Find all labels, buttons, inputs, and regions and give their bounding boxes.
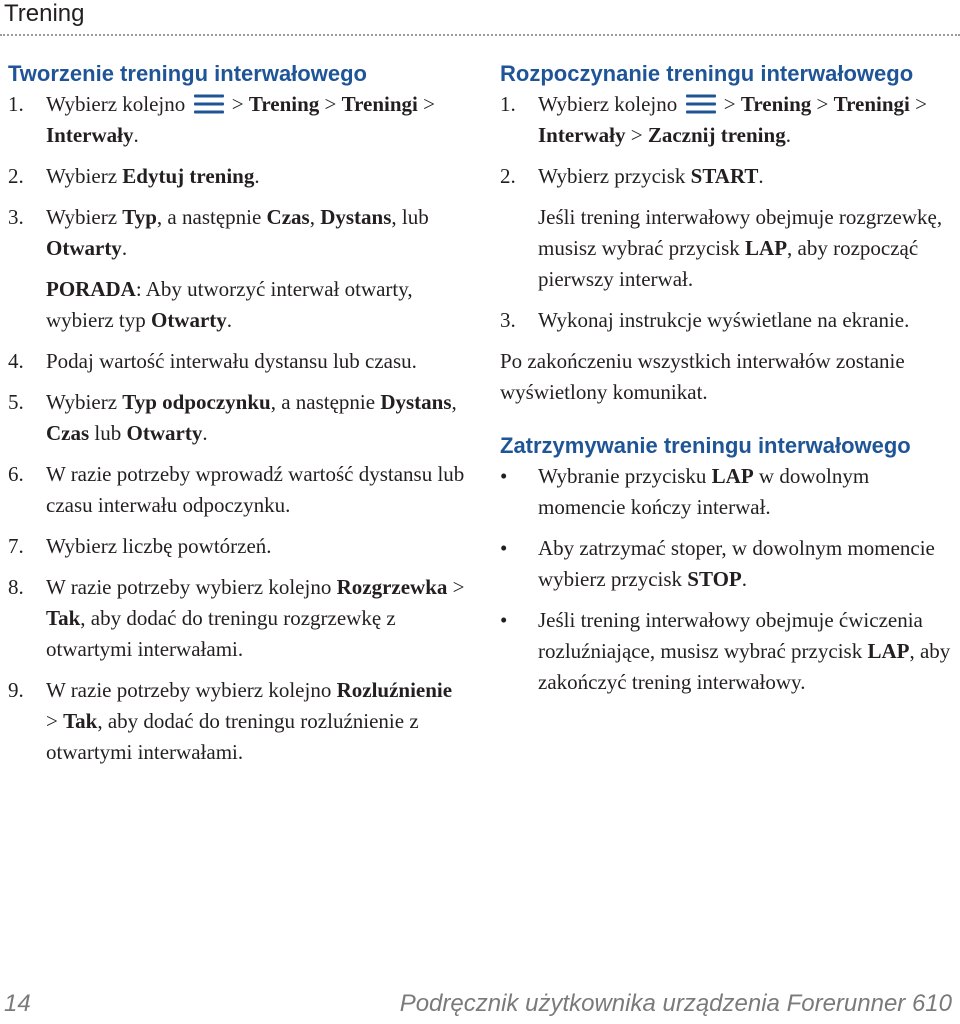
step-item: [8, 531, 468, 562]
emphasized-term: Otwarty: [150, 308, 227, 332]
completion-paragraph: Po zakończeniu wszystkich interwałów zostanie wyświetlony komunikat.: [500, 349, 905, 404]
text-run: , a następnie: [270, 390, 381, 414]
section-heading-start-interval: Rozpoczynanie treningu interwałowego: [500, 61, 914, 86]
text-run: .: [121, 236, 128, 260]
text-run: , aby rozpocząć pierwszy interwał.: [538, 236, 919, 291]
stop-interval-bullets: [500, 461, 955, 698]
list-item-number: 3.: [8, 205, 24, 229]
text-run: Wybierz przycisk: [538, 164, 691, 188]
emphasized-term: Interwały: [538, 123, 626, 147]
bullet-item: [500, 605, 955, 698]
text-run: W razie potrzeby wprowadź wartość dystansu lub czasu interwału odpoczynku.: [46, 462, 465, 517]
text-run: W razie potrzeby wybierz kolejno: [46, 678, 337, 702]
list-item-number: •: [500, 536, 508, 560]
emphasized-term: STOP: [687, 567, 742, 591]
emphasized-term: Trening: [248, 92, 320, 116]
text-run: ,: [451, 390, 457, 414]
text-run: .: [741, 567, 747, 591]
emphasized-term: Otwarty: [126, 421, 203, 445]
create-interval-steps: [8, 89, 468, 768]
manual-title: Podręcznik użytkownika urządzenia Forerunner 610: [399, 990, 952, 1017]
text-run: >: [718, 92, 741, 116]
page-number: 14: [4, 990, 31, 1017]
emphasized-term: Dystans: [380, 390, 452, 414]
header-divider: [0, 34, 960, 36]
emphasized-term: Treningi: [341, 92, 418, 116]
text-run: ,: [309, 205, 321, 229]
emphasized-term: Rozgrzewka: [336, 575, 448, 599]
emphasized-term: Zacznij trening: [647, 123, 786, 147]
menu-icon: [685, 93, 717, 115]
step-item: [8, 89, 468, 151]
text-run: Jeśli trening interwałowy obejmuje rozgrzewkę, musisz wybrać przycisk: [538, 205, 943, 260]
emphasized-term: Interwały: [46, 123, 134, 147]
text-run: lub: [89, 421, 127, 445]
step-item: [8, 202, 468, 264]
text-run: Wybierz kolejno: [46, 92, 191, 116]
emphasized-term: START: [690, 164, 759, 188]
text-run: , aby dodać do treningu rozluźnienie z otwartymi interwałami.: [46, 709, 419, 764]
text-run: Jeśli trening interwałowy obejmuje ćwiczenia rozluźniające, musisz wybrać przycisk: [538, 608, 923, 663]
step-item: [8, 161, 468, 192]
text-run: Wybranie przycisku: [538, 464, 712, 488]
text-run: , aby zakończyć trening interwałowy.: [538, 639, 951, 694]
list-item-number: 2.: [8, 164, 24, 188]
left-column: [8, 58, 468, 778]
list-item-note: [500, 202, 955, 295]
list-item-number: 2.: [500, 164, 516, 188]
step-item: [8, 459, 468, 521]
menu-icon: [193, 93, 225, 115]
text-run: Aby zatrzymać stoper, w dowolnym momencie wybierz przycisk: [538, 536, 935, 591]
text-run: : Aby utworzyć interwał otwarty, wybierz typ: [46, 277, 413, 332]
text-run: , lub: [391, 205, 429, 229]
text-run: >: [319, 92, 342, 116]
list-item-note: [8, 274, 468, 336]
list-item-number: •: [500, 608, 508, 632]
text-run: , a następnie: [156, 205, 267, 229]
list-item-number: 1.: [500, 92, 516, 116]
text-run: , aby dodać do treningu rozgrzewkę z otwartymi interwałami.: [46, 606, 396, 661]
list-item-number: 8.: [8, 575, 24, 599]
text-run: Wybierz: [46, 164, 123, 188]
list-item-number: 1.: [8, 92, 24, 116]
section-header-title: Trening: [4, 0, 85, 27]
emphasized-term: Typ: [122, 205, 157, 229]
text-run: >: [417, 92, 435, 116]
text-run: Wykonaj instrukcje wyświetlane na ekranie.: [538, 308, 910, 332]
start-interval-steps: [500, 89, 955, 336]
emphasized-term: LAP: [711, 464, 754, 488]
text-run: .: [758, 164, 764, 188]
step-item: [500, 305, 955, 336]
text-run: Podaj wartość interwału dystansu lub czasu.: [46, 349, 417, 373]
text-run: .: [202, 421, 208, 445]
emphasized-term: Tak: [63, 709, 98, 733]
emphasized-term: Tak: [46, 606, 81, 630]
text-run: >: [811, 92, 834, 116]
text-run: >: [909, 92, 927, 116]
section-heading-stop-interval: Zatrzymywanie treningu interwałowego: [500, 433, 911, 458]
text-run: W razie potrzeby wybierz kolejno: [46, 575, 337, 599]
emphasized-term: PORADA: [46, 277, 136, 301]
step-item: [8, 675, 468, 768]
text-run: Wybierz: [46, 205, 123, 229]
step-item: [8, 387, 468, 449]
list-item-number: 7.: [8, 534, 24, 558]
emphasized-term: Otwarty: [46, 236, 122, 260]
list-item-number: 4.: [8, 349, 24, 373]
bullet-item: [500, 533, 955, 595]
step-item: [8, 572, 468, 665]
emphasized-term: LAP: [867, 639, 910, 663]
text-run: >: [447, 575, 465, 599]
emphasized-term: LAP: [745, 236, 788, 260]
list-item-number: 5.: [8, 390, 24, 414]
emphasized-term: Czas: [46, 421, 90, 445]
text-run: Wybierz kolejno: [538, 92, 683, 116]
emphasized-term: Typ odpoczynku: [122, 390, 271, 414]
text-run: >: [46, 709, 64, 733]
text-run: >: [226, 92, 249, 116]
emphasized-term: Dystans: [320, 205, 392, 229]
emphasized-term: Rozluźnienie: [336, 678, 453, 702]
emphasized-term: Treningi: [833, 92, 910, 116]
list-item-number: 3.: [500, 308, 516, 332]
section-heading-create-interval: Tworzenie treningu interwałowego: [8, 61, 367, 86]
text-run: w dowolnym momencie kończy interwał.: [538, 464, 870, 519]
text-run: .: [254, 164, 260, 188]
emphasized-term: Czas: [266, 205, 310, 229]
right-column: [500, 58, 955, 708]
emphasized-term: Edytuj trening: [122, 164, 255, 188]
list-item-number: 6.: [8, 462, 24, 486]
text-run: >: [625, 123, 648, 147]
bullet-item: [500, 461, 955, 523]
text-run: Wybierz liczbę powtórzeń.: [46, 534, 272, 558]
text-run: .: [785, 123, 791, 147]
step-item: [8, 346, 468, 377]
text-run: Wybierz: [46, 390, 123, 414]
step-item: [500, 161, 955, 192]
step-item: [500, 89, 955, 151]
list-item-number: 9.: [8, 678, 24, 702]
text-run: .: [133, 123, 139, 147]
emphasized-term: Trening: [740, 92, 812, 116]
text-run: .: [226, 308, 233, 332]
list-item-number: •: [500, 464, 508, 488]
